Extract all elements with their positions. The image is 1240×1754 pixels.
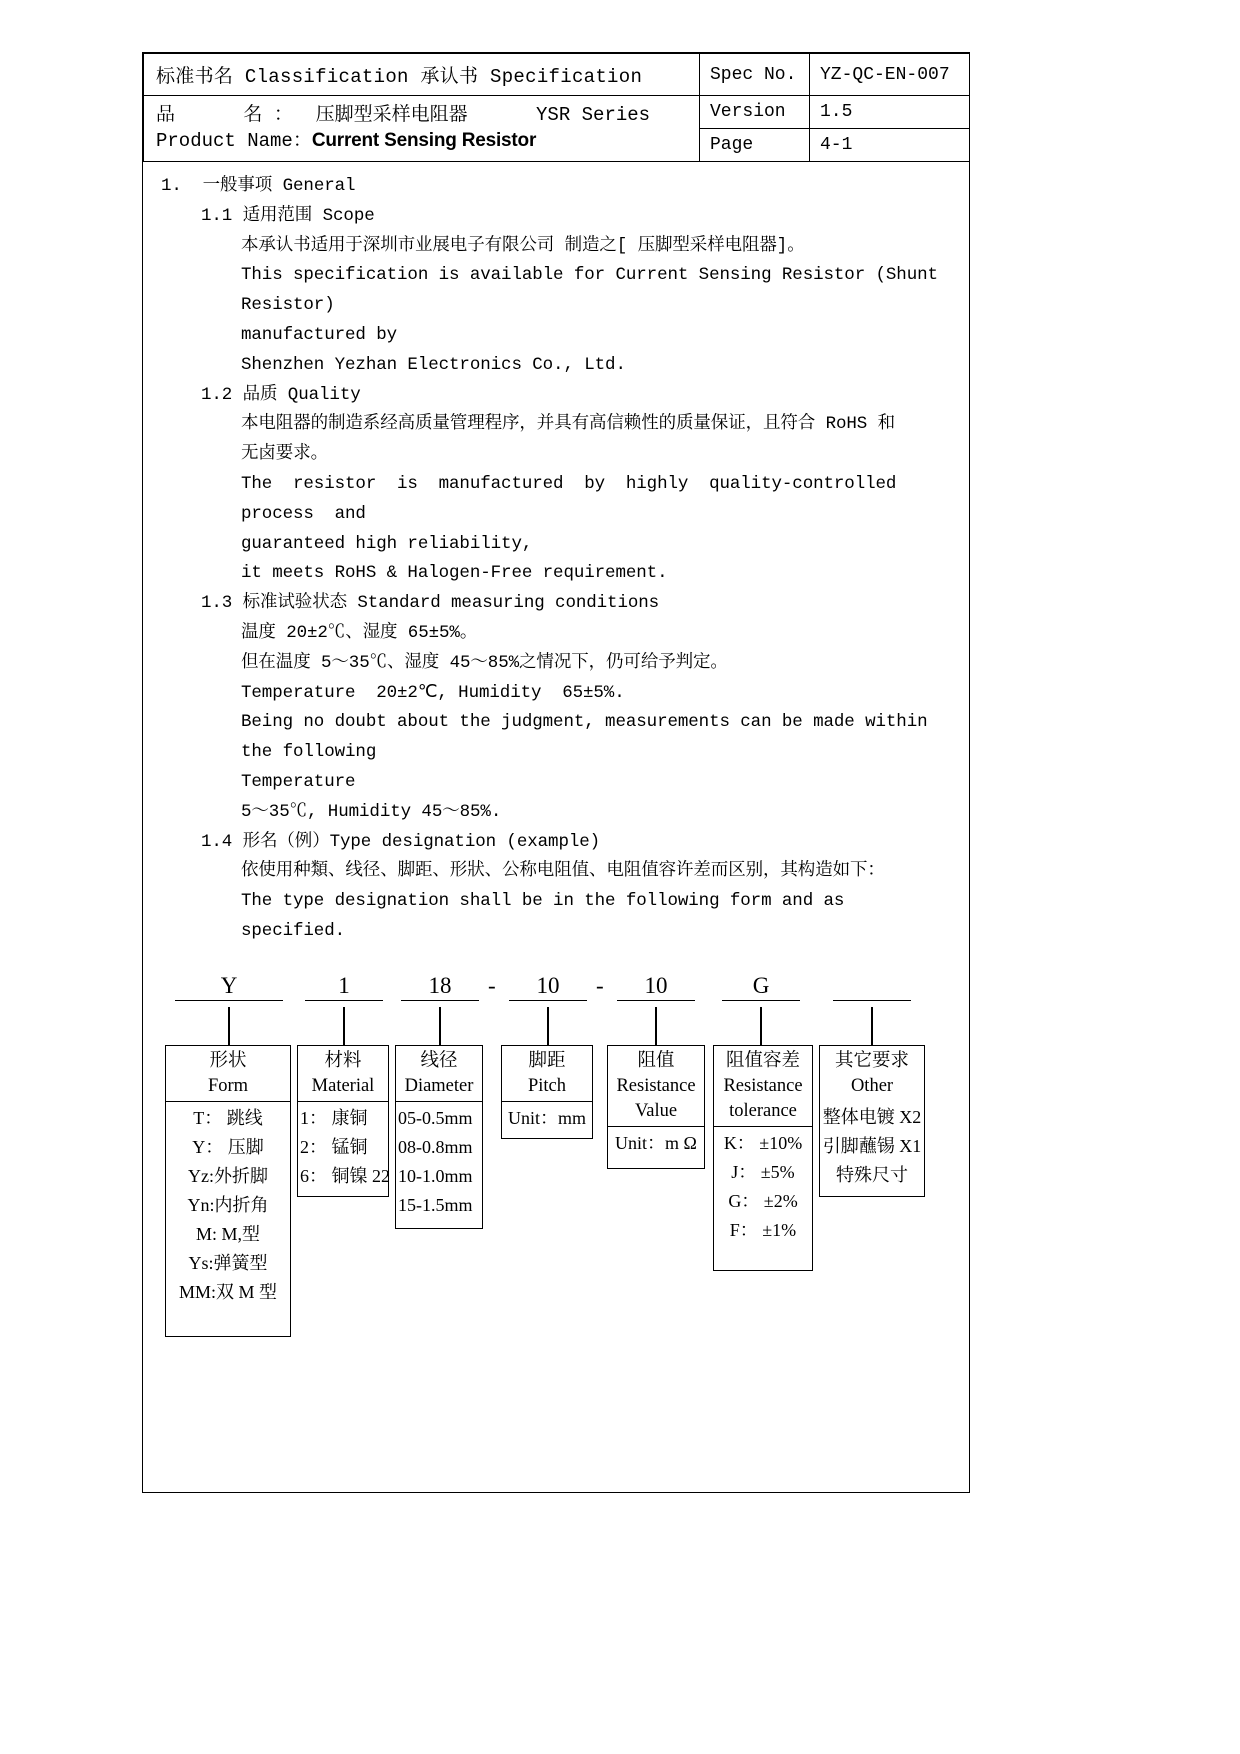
section-1-3-line-2: 但在温度 5～35℃、湿度 45～85%之情况下，仍可给予判定。 — [241, 652, 728, 673]
stem-other — [871, 1007, 873, 1045]
version-value: 1.5 — [810, 96, 970, 129]
section-1-4-line-2: The type designation shall be in the following form and as specified. — [241, 891, 855, 941]
document-header-table — [143, 53, 970, 162]
product-name-en-value: Current Sensing Resistor — [311, 130, 537, 151]
product-name-cell — [144, 96, 700, 162]
page-label: Page — [700, 129, 810, 162]
designation-box-diameter — [395, 1045, 483, 1229]
designation-box-resistance-value — [607, 1045, 705, 1169]
designation-box-material-rows — [298, 1102, 388, 1194]
designation-form-option: Yz:外折脚 — [188, 1165, 268, 1186]
type-designation-diagram — [157, 973, 955, 1343]
spec-no-label: Spec No. — [700, 54, 810, 96]
designation-box-diameter-head — [396, 1046, 482, 1102]
section-1-2-line-3: The resistor is manufactured by highly quality-controlled process and — [241, 473, 918, 524]
designation-box-other-rows — [820, 1101, 924, 1193]
designation-tolerance-option: G： ±2% — [728, 1190, 798, 1211]
product-name-en-row — [156, 128, 699, 154]
section-1-heading: 1. 一般事项 General — [161, 176, 356, 196]
designation-box-resistance-head-en2: Value — [634, 1100, 678, 1121]
designation-box-material-head — [298, 1046, 388, 1102]
designation-box-form-head-cn: 形状 — [209, 1050, 247, 1071]
designation-diameter-option: 15-1.5mm — [398, 1194, 473, 1215]
section-1-2-heading: 1.2 品质 Quality — [201, 384, 361, 405]
designation-box-resistance-head-en: Resistance — [616, 1075, 696, 1096]
section-1-2-line-1: 本电阻器的制造系经高质量管理程序，并具有高信赖性的质量保证，且符合 RoHS 和 — [241, 414, 896, 435]
classification-title: 标准书名 Classification 承认书 Specification — [144, 54, 700, 96]
designation-separator-2: - — [596, 972, 604, 998]
designation-box-pitch-rows — [502, 1102, 592, 1136]
stem-pitch — [547, 1007, 549, 1045]
designation-box-pitch-head-cn: 脚距 — [528, 1050, 566, 1071]
designation-separator-1: - — [488, 972, 496, 998]
designation-box-material-head-en: Material — [311, 1075, 375, 1096]
designation-form-option: Yn:内折角 — [187, 1194, 269, 1215]
header-row-product — [144, 96, 970, 129]
designation-form-option: M: M,型 — [195, 1223, 260, 1244]
page-value: 4-1 — [810, 129, 970, 162]
designation-form-option: Ys:弹簧型 — [188, 1252, 268, 1273]
designation-code-resistance: 10 — [617, 973, 695, 1001]
section-1-2-line-4: guaranteed high reliability, — [241, 533, 533, 554]
product-name-en-label: Product Name： — [156, 130, 312, 152]
designation-box-form — [165, 1045, 291, 1337]
designation-box-pitch-head-en: Pitch — [527, 1075, 567, 1096]
section-1-3-line-4: Being no doubt about the judgment, measurements can be made within the following — [241, 712, 938, 763]
designation-box-form-head-en: Form — [207, 1075, 249, 1096]
version-label: Version — [700, 96, 810, 129]
designation-box-resistance-tolerance — [713, 1045, 813, 1271]
section-1-1-line-2: This specification is available for Current Sensing Resistor (Shunt Resistor) — [241, 265, 949, 316]
designation-box-other-head — [820, 1046, 924, 1101]
designation-diameter-option: 10-1.0mm — [398, 1165, 473, 1186]
designation-material-option: 6： 铜镍 22 — [300, 1165, 390, 1186]
designation-code-tolerance: G — [722, 973, 800, 1001]
stem-resistance — [655, 1007, 657, 1045]
designation-box-other-head-en: Other — [850, 1075, 894, 1096]
section-1-3-line-3: Temperature 20±2℃, Humidity 65±5%. — [241, 682, 625, 703]
spec-no-value: YZ-QC-EN-007 — [810, 54, 970, 96]
designation-box-form-rows — [166, 1102, 290, 1310]
designation-form-option: MM:双 M 型 — [178, 1281, 277, 1302]
designation-material-option: 1： 康铜 — [300, 1107, 368, 1128]
designation-form-option: T： 跳线 — [193, 1107, 263, 1128]
designation-box-material-head-cn: 材料 — [324, 1050, 362, 1071]
designation-box-form-head — [166, 1046, 290, 1102]
designation-box-other — [819, 1045, 925, 1197]
stem-tolerance — [760, 1007, 762, 1045]
product-name-cn: 品 名 ： 压脚型采样电阻器 YSR Series — [156, 103, 651, 126]
designation-box-resistance-rows — [608, 1126, 704, 1161]
stem-material — [343, 1007, 345, 1045]
section-1-3-line-1: 温度 20±2℃、湿度 65±5%。 — [241, 622, 478, 643]
section-1-4-heading: 1.4 形名（例）Type designation (example) — [201, 831, 601, 852]
designation-pitch-unit: Unit：mm — [507, 1107, 586, 1128]
designation-other-option: 整体电镀 X2 — [822, 1106, 922, 1127]
designation-box-diameter-head-en: Diameter — [404, 1075, 474, 1096]
section-1-1-line-4: Shenzhen Yezhan Electronics Co., Ltd. — [241, 354, 626, 375]
designation-box-tolerance-head-en: Resistance — [723, 1075, 803, 1096]
designation-code-pitch: 10 — [509, 973, 587, 1001]
designation-form-option: Y： 压脚 — [192, 1136, 264, 1157]
header-row-classification — [144, 54, 970, 96]
designation-tolerance-option: J： ±5% — [731, 1161, 795, 1182]
designation-box-material — [297, 1045, 389, 1197]
section-1-1-line-1: 本承认书适用于深圳市业展电子有限公司 制造之[ 压脚型采样电阻器]。 — [241, 235, 805, 256]
designation-code-material: 1 — [305, 973, 383, 1001]
designation-box-tolerance-head-cn: 阻值容差 — [725, 1050, 800, 1071]
designation-diameter-option: 05-0.5mm — [398, 1107, 473, 1128]
designation-code-other — [833, 973, 911, 1001]
section-1-3-line-5: Temperature — [241, 771, 356, 792]
designation-tolerance-option: F： ±1% — [729, 1219, 797, 1240]
specification-page — [142, 52, 970, 1493]
designation-other-option: 特殊尺寸 — [836, 1164, 908, 1185]
section-1-1-heading: 1.1 适用范围 Scope — [201, 205, 375, 226]
designation-box-diameter-head-cn: 线径 — [420, 1050, 458, 1071]
section-1-2-line-5: it meets RoHS & Halogen-Free requirement. — [241, 563, 668, 584]
designation-code-form: Y — [175, 973, 283, 1001]
designation-box-pitch-head — [502, 1046, 592, 1102]
designation-box-tolerance-head — [714, 1046, 812, 1126]
document-body — [143, 162, 969, 1492]
designation-tolerance-option: K： ±10% — [723, 1132, 803, 1153]
designation-code-diameter: 18 — [401, 973, 479, 1001]
stem-form — [228, 1007, 230, 1045]
designation-other-option: 引脚蘸锡 X1 — [822, 1135, 922, 1156]
section-1-1-line-3: manufactured by — [241, 324, 398, 345]
designation-box-resistance-head-cn: 阻值 — [637, 1050, 675, 1071]
stem-diameter — [439, 1007, 441, 1045]
designation-box-other-head-cn: 其它要求 — [834, 1050, 909, 1071]
designation-box-tolerance-head-en2: tolerance — [729, 1100, 797, 1121]
section-1-3-heading: 1.3 标准试验状态 Standard measuring conditions — [201, 593, 660, 614]
designation-diameter-option: 08-0.8mm — [398, 1136, 473, 1157]
designation-box-tolerance-rows — [714, 1126, 812, 1248]
designation-box-diameter-rows — [396, 1102, 482, 1223]
designation-box-pitch — [501, 1045, 593, 1139]
designation-box-resistance-head — [608, 1046, 704, 1126]
section-1-4-line-1: 依使用种類、线径、脚距、形狀、公称电阻值、电阻值容许差而区别，其构造如下： — [241, 861, 885, 882]
designation-resistance-unit: Unit：m Ω — [615, 1132, 697, 1153]
section-1-2-line-2: 无卤要求。 — [241, 444, 328, 465]
section-1-3-line-6: 5～35℃, Humidity 45～85%. — [241, 801, 502, 822]
designation-material-option: 2： 锰铜 — [300, 1136, 368, 1157]
